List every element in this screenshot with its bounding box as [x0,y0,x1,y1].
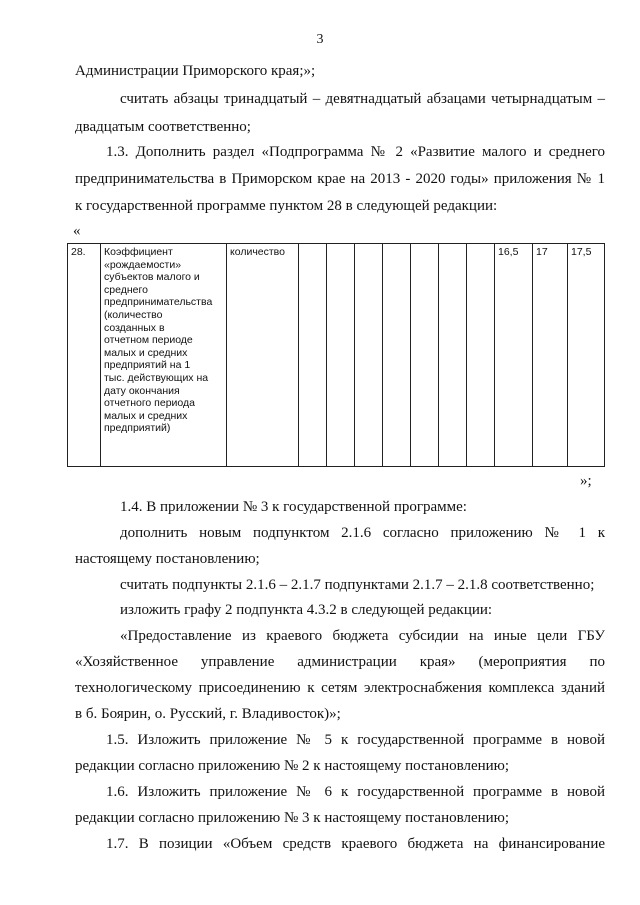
row-number-cell: 28. [68,244,101,467]
unit-cell: количество [227,244,299,467]
text-line: редакции согласно приложению № 3 к настоящему постановлению; [75,810,510,826]
text-line: 1.7. В позиции «Объем средств краевого бюджета на финансирование [106,836,605,852]
text-line: в б. Боярин, о. Русский, г. Владивосток)»; [75,706,341,722]
description-line: среднего [104,283,148,296]
text-line: редакции согласно приложению № 2 к настоящему постановлению; [75,758,510,774]
description-line: «рождаемости» [104,258,182,271]
text-line: Администрации Приморского края;»; [75,63,316,79]
text-line: предпринимательства в Приморском крае на 2013 - 2020 годы» приложения № 1 [75,171,605,187]
indicator-table [67,243,605,467]
description-line: созданных в [104,321,165,334]
text-line: 1.4. В приложении № 3 к государственной программе: [120,499,467,515]
text-line: дополнить новым подпунктом 2.1.6 согласно приложению № 1 к [120,525,605,541]
description-line: малых и средних [104,409,188,422]
description-cell [101,244,227,467]
description-line: предприятий) [104,422,171,435]
text-line: технологическому присоединению к сетям электроснабжения комплекса зданий [75,680,605,696]
text-line: настоящему постановлению; [75,551,260,567]
value-cell [383,244,411,467]
value-cell [439,244,467,467]
description-line: предпринимательства [104,296,213,309]
value-cell [355,244,383,467]
description-line: отчетном периоде [104,334,193,347]
text-line: 1.5. Изложить приложение № 5 к государственной программе в новой [106,732,605,748]
text-line: двадцатым соответственно; [75,119,251,135]
description-line: отчетного периода [104,397,195,410]
text-line: к государственной программе пунктом 28 в следующей редакции: [75,198,498,214]
open-quote: « [73,223,81,239]
text-line: считать подпункты 2.1.6 – 2.1.7 подпунктами 2.1.7 – 2.1.8 соответственно; [120,577,595,593]
description-line: тыс. действующих на [104,371,209,384]
close-quote: »; [580,473,592,489]
description-line: дату окончания [104,384,180,397]
value-cell: 17 [533,244,568,467]
value-cell [467,244,495,467]
value-cell [327,244,355,467]
value-cell [299,244,327,467]
description-line: предприятий на 1 [104,359,191,372]
text-line: изложить графу 2 подпункта 4.3.2 в следующей редакции: [120,602,493,618]
table-row [68,244,605,467]
description-line: Коэффициент [104,246,173,258]
text-line: «Предоставление из краевого бюджета субсидии на иные цели ГБУ [120,628,605,644]
value-cell: 16,5 [495,244,533,467]
description-line: субъектов малого и [104,271,200,284]
text-line: 1.3. Дополнить раздел «Подпрограмма № 2 «Развитие малого и среднего [106,144,605,160]
description-line: (количество [104,308,163,321]
text-line: 1.6. Изложить приложение № 6 к государственной программе в новой [106,784,605,800]
text-line: считать абзацы тринадцатый – девятнадцатый абзацами четырнадцатым – [120,91,605,107]
text-line: «Хозяйственное управление администрации края» (мероприятия по [75,654,605,670]
description-line: малых и средних [104,346,188,359]
page-number: 3 [316,32,324,47]
value-cell: 17,5 [568,244,605,467]
value-cell [411,244,439,467]
